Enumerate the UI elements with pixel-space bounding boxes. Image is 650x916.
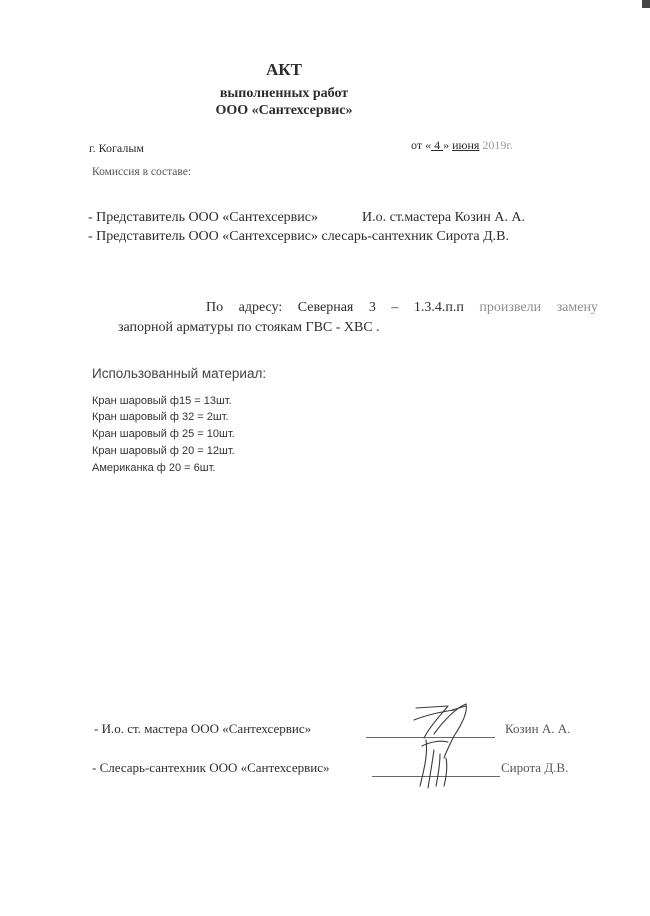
representative-text: - Представитель ООО «Сантехсервис»	[88, 210, 318, 225]
work-description-line-2: запорной арматуры по стоякам ГВС - ХВС .	[118, 320, 380, 335]
date-mid: »	[443, 138, 453, 152]
work-word: 1.3.4.п.п	[413, 300, 464, 315]
doc-title: АКТ	[266, 60, 302, 79]
date-day: 4	[431, 138, 444, 152]
doc-subtitle: выполненных работ	[219, 86, 349, 101]
city-label: г. Когалым	[89, 141, 144, 155]
signatory-role: - И.о. ст. мастера ООО «Сантехсервис»	[94, 721, 312, 736]
doc-company: ООО «Сантехсервис»	[215, 103, 353, 118]
material-item: Кран шаровый ф 32 = 2шт.	[92, 411, 229, 423]
work-word: 3	[368, 300, 376, 315]
material-item: Американка ф 20 = 6шт.	[92, 462, 216, 474]
representative-line	[88, 210, 526, 226]
materials-heading: Использованный материал:	[92, 366, 267, 381]
document-date	[411, 138, 513, 153]
material-item: Кран шаровый ф 20 = 12шт.	[92, 445, 235, 457]
work-description-line-1	[206, 300, 598, 316]
work-word: –	[391, 300, 399, 315]
date-month: июня	[452, 138, 480, 152]
material-item: Кран шаровый ф15 = 13шт.	[92, 395, 232, 407]
representative-line: - Представитель ООО «Сантехсервис» слесарь-сантехник Сирота Д.В.	[88, 229, 509, 244]
date-prefix: от «	[411, 138, 432, 152]
commission-label: Комиссия в составе:	[92, 166, 192, 178]
work-word: адресу:	[238, 300, 283, 315]
work-word: произвели	[479, 300, 542, 315]
signatory-name: Сирота Д.В.	[501, 760, 569, 775]
signatory-role: - Слесарь-сантехник ООО «Сантехсервис»	[92, 760, 330, 775]
work-word: Северная	[297, 300, 354, 315]
material-item: Кран шаровый ф 25 = 10шт.	[92, 428, 235, 440]
work-word: замену	[556, 300, 598, 315]
representative-role: И.о. ст.мастера Козин А. А.	[362, 210, 526, 225]
signatory-name: Козин А. А.	[505, 721, 571, 736]
work-word: По	[206, 300, 224, 315]
handwritten-signature	[404, 694, 484, 790]
date-year: 2019г.	[479, 138, 513, 152]
scan-corner-mark	[642, 0, 650, 8]
